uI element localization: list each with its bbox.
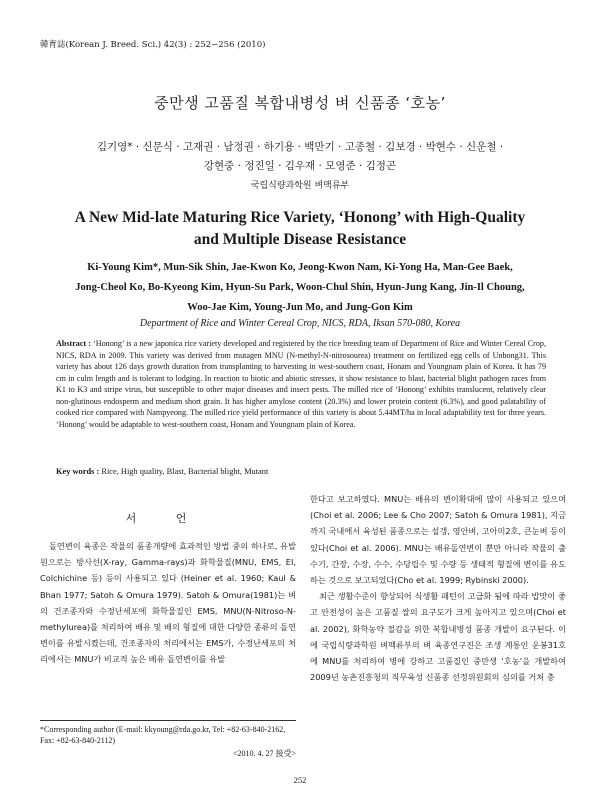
body-column-left (40, 538, 296, 668)
keywords-label: Key words : (56, 467, 100, 476)
authors-korean-line: 김기영* · 신문식 · 고재권 · 남정권 · 하기용 · 백만기 · 고종철 · 김보경 · 박현수 · 신운철 · (96, 141, 504, 153)
abstract (56, 338, 546, 430)
authors-korean-line: 강현중 · 정진일 · 김우재 · 모영준 · 김정곤 (203, 160, 397, 172)
body-paragraph: 최근 생활수준이 향상되어 식생활 패턴이 고급화 됨에 따라 밥맛이 좋고 안전성이 높은 고품질 쌀의 요구도가 크게 높아지고 있으며(Choi et al. 2002), 화학농약 절감을 위한 복합내병성 품종 개발이 요구된다. 이에 국립식량과학원 벼맥류부의 벼 육종연구진은 조생 계통인 운봉31호에 MNU를 처리하여 병에 강하고 고품질인 중만생 ‘호농’을 개발하여 2009년 농촌진흥청의 직무육성 신품종 선정위원회의 심의를 거쳐 충 (310, 591, 566, 683)
affiliation-english: Department of Rice and Winter Cereal Crop, NICS, RDA, Iksan 570-080, Korea (139, 318, 461, 329)
page-number: 252 (293, 775, 307, 785)
authors-english (45, 258, 555, 318)
body-column-right (310, 491, 566, 685)
title-english-line: A New Mid-late Maturing Rice Variety, ‘Honong’ with High-Quality (74, 209, 526, 226)
title-english (40, 207, 560, 251)
keywords (56, 467, 546, 476)
abstract-label: Abstract : (56, 339, 91, 348)
authors-english-line: Ki-Young Kim*, Mun-Sik Shin, Jae-Kwon Ko, Jeong-Kwon Nam, Ki-Yong Ha, Man-Gee Baek, (87, 262, 513, 273)
corresponding-author-footnote: *Corresponding author (E-mail: kkyoung@rda.go.kr, Tel: +82-63-840-2162, Fax: +82-63-840-2112) (40, 725, 286, 745)
body-paragraph: 돌연변이 육종은 작물의 품종개량에 효과적인 방법 중의 하나로, 유발원으로는 방사선(X-ray, Gamma-rays)과 화학물질(MNU, EMS, EI, Colchichine 등) 등이 사용되고 있다 (Heiner et al. 1960; Kaul & Bhan 1977; Satoh & Omura 1979). Satoh & Omura(1981)는 벼의 건조종자와 수정난세포에 화학물질인 EMS, MNU(N-Nitroso-N-methylurea)를 처리하여 배유 및 배의 형질에 대한 다양한 종류의 돌연변이를 유발시켰는데, 건조종자의 처리에서는 EMS가, 수정난세포의 처리에서는 MNU가 비교적 높은 배유 돌연변이를 유발 (40, 541, 296, 665)
section-heading: 서 언 (125, 512, 205, 525)
authors-korean (60, 138, 540, 176)
title-english-line: and Multiple Disease Resistance (193, 231, 407, 248)
affiliation-korean: 국립식량과학원 벼맥류부 (250, 181, 350, 191)
authors-english-line: Woo-Jae Kim, Young-Jun Mo, and Jung-Gon Kim (187, 302, 413, 313)
abstract-text: ‘Honong’ is a new japonica rice variety developed and registered by the rice breeding team of Department of Rice and Winter Cereal Crop, NICS, RDA in 2009. This variety was derived from mutagen MNU (N-methyl-N-nitrosourea) treatment on fertilized egg cells of Unbong31. This variety has about 126 days growth duration from transplanting to harvesting in west-southern coast, Honam and Youngnam plain of Korea. It has 79 cm in culm length and is tolerant to lodging. In reaction to biotic and abiotic stresses, it show resistance to blast, bacterial blight pathogen races from K1 to K3 and stripe virus, but susceptible to other major diseases and insect pests. The milled rice of ‘Honong’ exhibits translucent, relatively clear non-glutinous endosperm and medium short grain. It has higher amylose content (20.3%) and lower protein content (6.3%), and good palatability of cooked rice compared with Nampyeong. The milled rice yield performance of this variety is about 5.44MT/ha in local adaptability test for three years. ‘Honong’ would be adaptable to west-southern coast, Honam and Youngnam plain of Korea. (56, 339, 546, 429)
footnote-divider (40, 720, 296, 721)
journal-citation: 韓育誌(Korean J. Breed. Sci.) 42(3) : 252~256 (2010) (40, 40, 266, 50)
title-korean: 중만생 고품질 복합내병성 벼 신품종 ‘호농’ (154, 94, 446, 112)
body-paragraph: 한다고 보고하였다. MNU는 배유의 변이확대에 많이 사용되고 있으며(Choi et al. 2006; Lee & Cho 2007; Satoh & Omura 1981), 지금까지 국내에서 육성된 품종으로는 설갱, 영안벼, 고아미2호, 큰눈벼 등이 있다(Choi et al. 2006). MNU는 배유돌연변이 뿐만 아니라 작물의 출수기, 간장, 수장, 수수, 수당립수 및 수량 등 생태적 형질에 변이를 유도하는 것으로 보고되었다(Cho et al. 1999; Rybinski 2000). (310, 494, 566, 586)
keywords-text: Rice, High quality, Blast, Bacterial blight, Mutant (99, 467, 269, 476)
received-date: <2010. 4. 27 接受> (232, 749, 296, 758)
authors-english-line: Jong-Cheol Ko, Bo-Kyeong Kim, Hyun-Su Park, Woon-Chul Shin, Hyun-Jung Kang, Jin-Il Choung, (75, 282, 525, 293)
